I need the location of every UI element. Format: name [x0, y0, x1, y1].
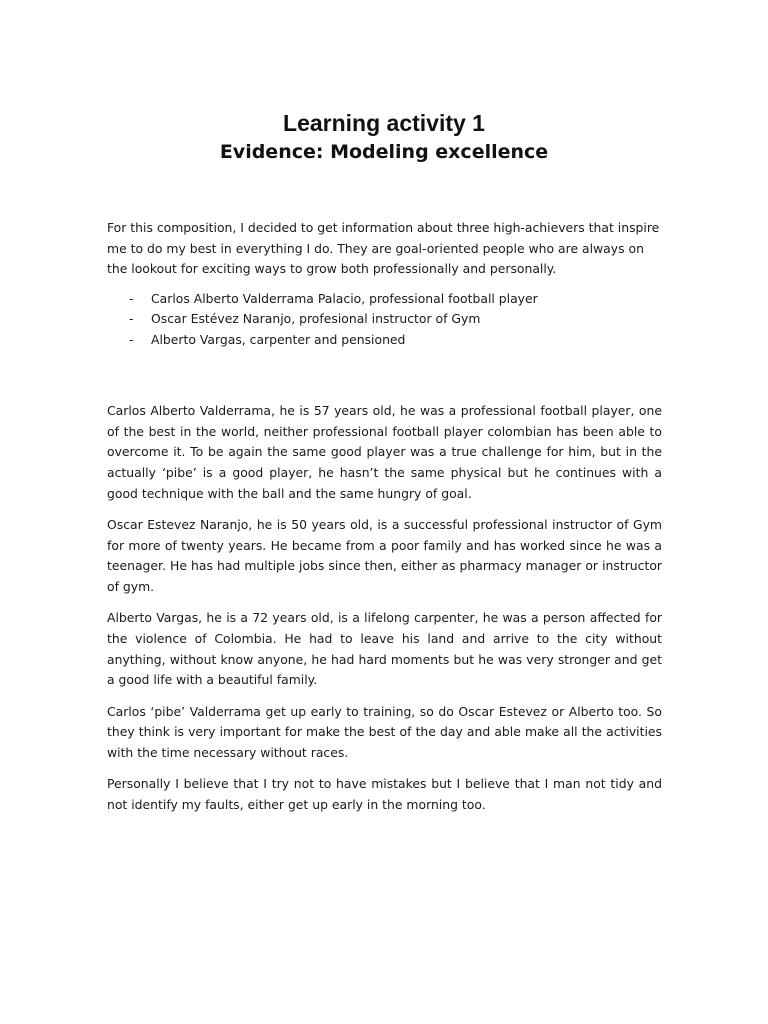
paragraph-estevez: Oscar Estevez Naranjo, he is 50 years old, is a successful professional instructor of Gym for more of twenty years. He became from a poor family and has worked since he was a teenager. He has had multiple jobs since then, either as pharmacy manager or instructor of gym.: [107, 517, 662, 595]
list-bullet: -: [129, 311, 134, 327]
list-item-text: Alberto Vargas, carpenter and pensioned: [151, 331, 406, 347]
document-title: Learning activity 1: [283, 110, 485, 136]
list-bullet: -: [129, 331, 134, 347]
paragraph-valderrama: Carlos Alberto Valderrama, he is 57 years old, he was a professional football player, one of the best in the world, neither professional football player colombian has been able to overcome it. To be again the same good player was a true challenge for him, but in the actually ‘pibe’ is a good player, he hasn’t the same physical but he continues with a good technique with the ball and the same hungry of goal.: [107, 403, 662, 501]
paragraph-vargas: Alberto Vargas, he is a 72 years old, is a lifelong carpenter, he was a person affected for the violence of Colombia. He had to leave his land and arrive to the city without anything, without know anyone, he had hard moments but he was very stronger and get a good life with a beautiful family.: [107, 610, 662, 688]
body-paragraphs: [107, 401, 662, 826]
people-list: [107, 289, 662, 350]
paragraph-routines: Carlos ‘pibe’ Valderrama get up early to training, so do Oscar Estevez or Alberto too. So they think is very important for make the best of the day and able make all the activities with the time necessary without races.: [107, 703, 662, 761]
list-item: [107, 330, 662, 350]
list-item: [107, 309, 662, 329]
list-item: [107, 289, 662, 309]
list-item-text: Oscar Estévez Naranjo, profesional instructor of Gym: [151, 311, 481, 327]
list-bullet: -: [129, 291, 134, 306]
intro-paragraph: For this composition, I decided to get information about three high-achievers that inspire me to do my best in everything I do. They are goal-oriented people who are always on the lookout for exciting ways to grow both professionally and personally.: [107, 220, 660, 277]
list-item-text: Carlos Alberto Valderrama Palacio, professional football player: [151, 291, 538, 306]
paragraph-personal: Personally I believe that I try not to have mistakes but I believe that I man not tidy and not identify my faults, either get up early in the morning too.: [107, 776, 662, 812]
document-subtitle: Evidence: Modeling excellence: [219, 141, 549, 163]
